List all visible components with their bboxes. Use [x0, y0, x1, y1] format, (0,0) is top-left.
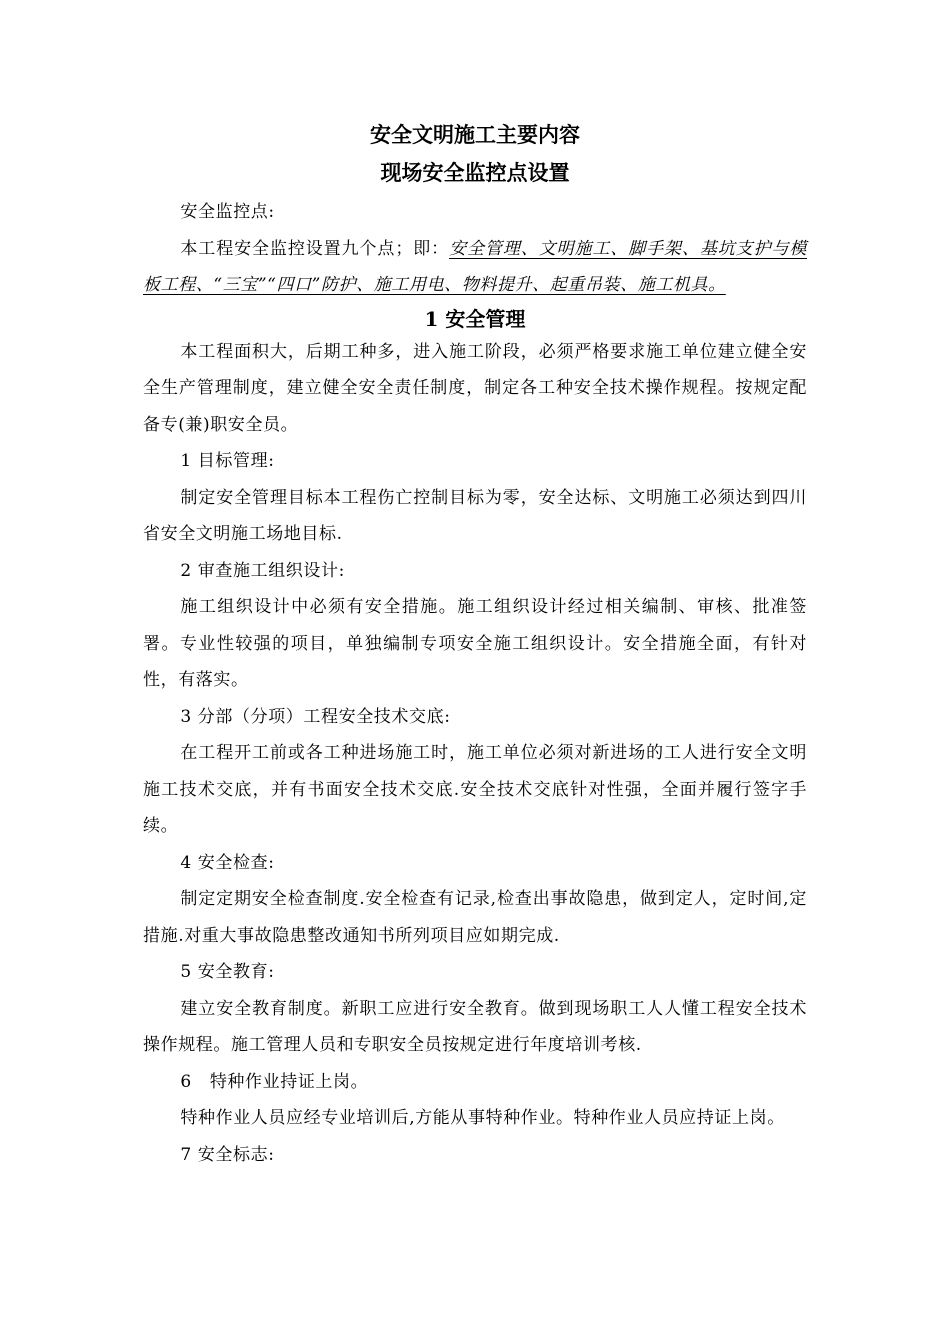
- item-text: 制定定期安全检查制度.安全检查有记录,检查出事故隐患，做到定人，定时间,定措施.对重大事故隐患整改通知书所列项目应如期完成.: [143, 889, 807, 946]
- item-label: 5 安全教育:: [180, 962, 275, 982]
- item-text: 在工程开工前或各工种进场施工时，施工单位必须对新进场的工人进行安全文明施工技术交底，并有书面安全技术交底.安全技术交底针对性强，全面并履行签字手续。: [143, 743, 807, 836]
- document-subtitle: 现场安全监控点设置: [380, 160, 570, 185]
- intro-label: 安全监控点:: [180, 202, 275, 222]
- document-content: [143, 116, 807, 1173]
- item-label: 3 分部（分项）工程安全技术交底:: [180, 706, 451, 727]
- item-text: 建立安全教育制度。新职工应进行安全教育。做到现场职工人人懂工程安全技术操作规程。施工管理人员和专职安全员按规定进行年度培训考核.: [143, 998, 807, 1055]
- intro-sentence-prefix: 本工程安全监控设置九个点；即：: [180, 238, 450, 259]
- item-label: 6 特种作业持证上岗。: [180, 1071, 369, 1092]
- item-text: 制定安全管理目标本工程伤亡控制目标为零，安全达标、文明施工必须达到四川省安全文明施工场地目标.: [143, 487, 807, 544]
- document-title: 安全文明施工主要内容: [370, 122, 580, 147]
- item-text: 施工组织设计中必须有安全措施。施工组织设计经过相关编制、审核、批准签署。专业性较强的项目，单独编制专项安全施工组织设计。安全措施全面，有针对性，有落实。: [143, 597, 807, 690]
- item-label: 2 审查施工组织设计:: [180, 560, 345, 581]
- intro-sentence: [143, 231, 807, 304]
- item-text: 特种作业人员应经专业培训后,方能从事特种作业。特种作业人员应持证上岗。: [180, 1108, 785, 1128]
- section-body: 本工程面积大，后期工种多，进入施工阶段，必须严格要求施工单位建立健全安全生产管理制度，建立健全安全责任制度，制定各工种安全技术操作规程。按规定配备专(兼)职安全员。: [143, 341, 807, 435]
- item-label: 7 安全标志:: [180, 1144, 275, 1165]
- item-label: 1 目标管理:: [180, 451, 275, 471]
- monitoring-points-list: 安全管理、文明施工、脚手架、基坑支护与模板工程、“三宝”“四口”防护、施工用电、物料提升、起重吊装、施工机具。: [143, 238, 808, 295]
- section-heading: 1 安全管理: [424, 306, 526, 331]
- item-label: 4 安全检查:: [180, 852, 275, 873]
